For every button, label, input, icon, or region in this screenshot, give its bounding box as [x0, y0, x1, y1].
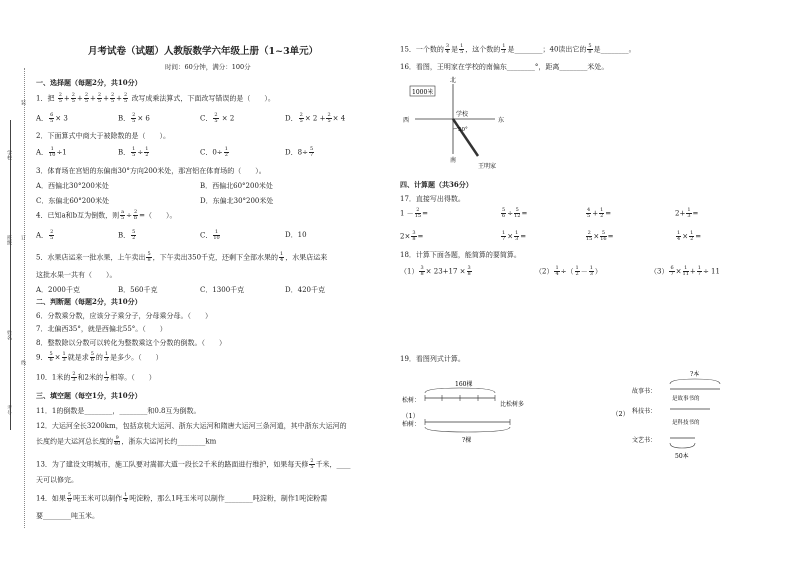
binding-label-class: 班级	[6, 235, 12, 245]
q3-option-b: B．西偏北60°200米处	[200, 182, 273, 190]
q4-stem: 4．已知a和b互为倒数，则 $\frac{a}{5}$ ÷ $\frac{2}{b}$ =（ ）。	[36, 209, 177, 221]
section-calc-heading: 四、计算题（共36分）	[400, 180, 473, 189]
q17-row2-c: $\frac{2}{15}$ × $\frac{5}{16}$ =	[586, 230, 614, 242]
q5-option-a: A．2000千克	[36, 286, 80, 294]
binding-solid-line	[10, 120, 11, 430]
diagram-1-note: 比松树多	[500, 401, 525, 408]
q18-3: （3） $\frac{6}{7}$ × $\frac{1}{11}$ + $\frac{1}{7}$ ÷ 11	[650, 265, 720, 277]
q13-line2: 天可以修完。	[36, 476, 78, 484]
section-judge-heading: 二、判断题（每题2分，共10分）	[36, 297, 142, 306]
map-north: 北	[450, 77, 457, 84]
binding-char-3: 线	[20, 360, 26, 365]
diagram-1-pine: 松树：	[402, 397, 421, 404]
q14-line2: 要________吨玉米。	[36, 512, 99, 520]
q10: 10．1米的 $\frac{2}{3}$ 和2米的 $\frac{1}{3}$ 相等。（ ）	[36, 371, 156, 383]
diagram-1-question: ?棵	[462, 437, 472, 444]
q5-line2: 这批水果一共有（ ）。	[36, 271, 117, 279]
q9: 9． $\frac{5}{6}$ × $\frac{1}{3}$ 就是求 $\frac{5}{6}$ 的 $\frac{1}{3}$ 是多少。（ ）	[36, 351, 163, 363]
map-west: 西	[403, 117, 410, 124]
diagram-2-label: （2）	[612, 410, 630, 418]
q3-option-d: D．东偏北30°200米处	[200, 197, 274, 205]
diagram-1-total: 160棵	[455, 381, 473, 388]
q3-stem: 3．体育场在宫铝的东偏南30°方向200米处，那宫铝在体育场的（ ）。	[36, 167, 266, 175]
diagram-2-bottom: 50本	[675, 453, 689, 460]
binding-label-school: 学校	[6, 150, 12, 160]
q13-line1: 13．为了建设文明城市，施工队要对嵩都大道一段长2千米的路面进行维护，如果每天修 $\frac{2}{5}$ 千米，____	[36, 458, 351, 470]
q2-option-a: A． $\frac{1}{10}$ ÷1	[36, 146, 67, 158]
q3-option-c: C．东偏北60°200米处	[36, 197, 110, 205]
q4-option-d: D．10	[285, 231, 307, 239]
diagram-2-brace-top	[670, 379, 720, 384]
q5-option-b: B．560千克	[118, 286, 158, 294]
q12-line1: 12．大运河全长3200km，包括京杭大运河、浙东大运河和隋唐大运河三条河道，其中浙东大运河的	[36, 422, 347, 430]
binding-label-name: 姓名	[6, 330, 12, 340]
q17-row2-a: 2× $\frac{3}{8}$ =	[400, 230, 424, 242]
q18-stem: 18．计算下面各题，能简算的要简算。	[400, 251, 521, 259]
q1-option-d: D． $\frac{2}{5}$ × 2 + $\frac{2}{5}$ × 4	[285, 112, 346, 124]
page-title: 月考试卷（试题）人教版数学六年级上册（1~3单元）	[88, 46, 319, 57]
map-route	[453, 119, 478, 156]
q19-stem: 19．看图列式计算。	[400, 355, 465, 363]
q2-option-c: C．0÷ $\frac{1}{2}$	[200, 146, 228, 158]
q2-option-d: D．8÷ $\frac{5}{7}$	[285, 146, 314, 158]
q17-stem: 17．直接写出得数。	[400, 195, 465, 203]
diagram-1-brace-top	[425, 388, 495, 393]
diagram-2-sci: 科技书：	[632, 408, 657, 415]
diagram-2	[610, 368, 770, 468]
diagram-2-brace-bottom	[670, 443, 695, 448]
q17-row2-b: $\frac{1}{7}$ × $\frac{1}{3}$ =	[502, 230, 527, 242]
exam-info: 时间：60分钟，满分：100分	[165, 63, 251, 71]
map-home: 王明家	[478, 163, 497, 170]
q15: 15．一个数的 $\frac{3}{4}$ 是 $\frac{1}{5}$ ，这个数的 $\frac{1}{3}$ 是________；40读出它的 $\frac{5}{8}$ 是________。	[400, 43, 636, 55]
diagram-2-lit: 文艺书：	[632, 437, 657, 444]
diagram-2-note1: 是故事书的	[672, 396, 700, 402]
diagram-1	[400, 376, 580, 446]
q17-row1-d: 2+ $\frac{1}{3}$ =	[675, 207, 699, 219]
q3-option-a: A．西偏北30°200米处	[36, 182, 109, 190]
q18-1: （1） $\frac{3}{8}$ × 23+17 × $\frac{3}{8}$	[400, 265, 471, 277]
q5-option-c: C．1300千克	[200, 286, 245, 294]
q5-line1: 5．水果店运来一批水果，上午卖出 $\frac{5}{8}$ ，下午卖出350千克，还剩下全部水果的 $\frac{1}{4}$ ，水果店运来	[36, 251, 328, 263]
diagram-1-brace-bottom	[425, 427, 510, 432]
q17-row1-c: $\frac{4}{5}$ + $\frac{1}{2}$ =	[587, 207, 612, 219]
binding-dotted-line	[24, 68, 25, 528]
map-angle: 50°	[458, 127, 468, 133]
q7: 7．北偏西35°，就是西偏北55°。（ ）	[36, 325, 167, 333]
q1-stem: 1．把 $\frac{2}{5}$ + $\frac{2}{5}$ + $\frac{2}{5}$ + $\frac{2}{5}$ + $\frac{2}{5}$ + $\frac{2}{5}$ 改写成乘法算式，下面改写错误的是（ ）。	[36, 92, 275, 104]
section-fill-heading: 三、填空题（每空1分，共10分）	[36, 391, 142, 400]
q12-line2: 长度约是大运河总长度的 $\frac{9}{40}$ ，浙东大运河长约________km	[36, 435, 217, 447]
map-school: 学校	[456, 111, 469, 118]
diagram-2-story: 故事书：	[632, 388, 657, 395]
q14-line1: 14．如果 $\frac{5}{8}$ 吨玉米可以制作 $\frac{1}{4}$ 吨淀粉，那么1吨玉米可以制作________吨淀粉，制作1吨淀粉需	[36, 492, 328, 504]
q4-option-a: A． $\frac{2}{5}$	[36, 229, 54, 241]
q17-row2-d: $\frac{1}{4}$ × $\frac{1}{2}$ =	[677, 230, 702, 242]
section-choice-heading: 一、选择题（每题2分，共10分）	[36, 78, 142, 87]
direction-map	[400, 74, 520, 174]
map-scale-label: 1000米	[412, 89, 434, 96]
q6: 6．分数乘分数，应该分子乘分子，分母乘分母。（ ）	[36, 312, 212, 320]
diagram-1-label: （1）	[402, 412, 420, 420]
map-east: 东	[498, 117, 505, 124]
q5-option-d: D．420千克	[285, 286, 325, 294]
q1-option-c: C． $\frac{2}{5}$ × 2	[200, 112, 235, 124]
q16: 16．看图，王明家在学校的南偏东________°，距离________米处。	[400, 63, 609, 71]
binding-char-2: 订	[20, 235, 26, 240]
q17-row1-b: $\frac{5}{6}$ ÷ $\frac{5}{12}$ =	[502, 207, 528, 219]
q18-2: （2） $\frac{1}{4}$ ÷（ $\frac{1}{2}$ － $\frac{1}{3}$ ）	[535, 265, 602, 277]
q4-option-b: B． $\frac{5}{2}$	[118, 229, 136, 241]
binding-label-id: 考号	[6, 405, 12, 415]
q1-options: A． $\frac{6}{5}$ × 3	[36, 112, 68, 124]
map-south: 南	[450, 157, 457, 164]
diagram-2-note2: 是科技书的	[672, 420, 700, 426]
q2-stem: 2．下面算式中商大于被除数的是（ ）。	[36, 132, 170, 140]
q8: 8．整数除以分数可以转化为整数乘这个分数的倒数。（ ）	[36, 339, 226, 347]
binding-char-1: 装	[20, 100, 26, 105]
q2-option-b: B． $\frac{1}{5}$ ÷ $\frac{1}{2}$	[118, 146, 149, 158]
diagram-2-question: ?本	[690, 371, 700, 378]
q17-row1-a: 1 － $\frac{2}{15}$ =	[400, 207, 428, 219]
diagram-1-cypress: 柏树：	[402, 421, 421, 428]
q1-option-b: B． $\frac{2}{5}$ × 6	[118, 112, 150, 124]
q11: 11．1的倒数是________，________和0.8互为倒数。	[36, 407, 201, 415]
q4-option-c: C． $\frac{1}{10}$	[200, 229, 220, 241]
